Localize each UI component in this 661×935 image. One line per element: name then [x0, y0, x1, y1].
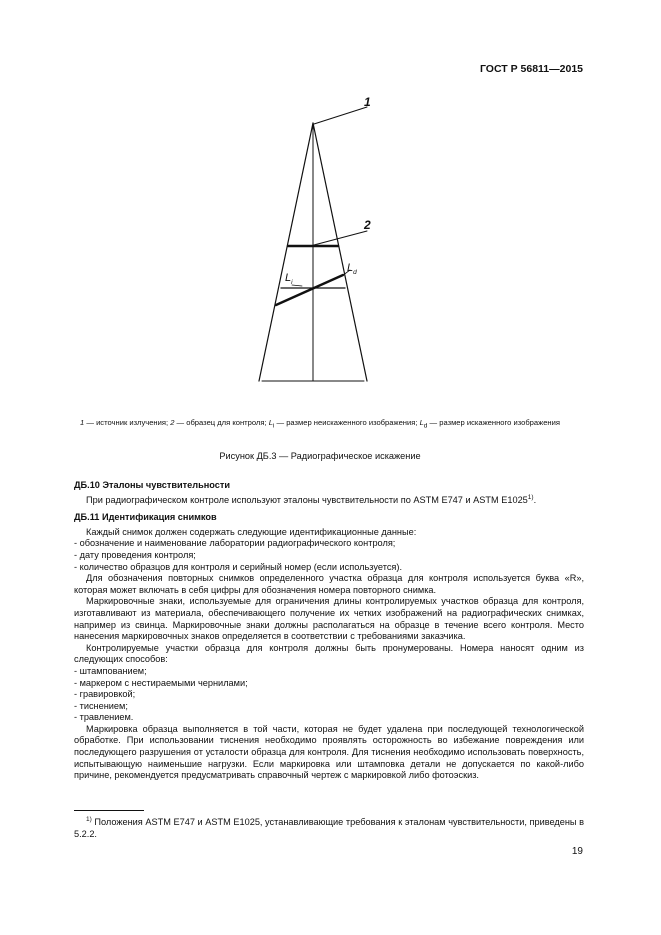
- figure-label-li-sub: i: [291, 279, 293, 287]
- paragraph-1: Каждый снимок должен содержать следующие идентификационные данные:: [86, 526, 417, 537]
- footnote-separator: [74, 810, 144, 811]
- db10-text: При радиографическом контроле используют эталоны чувствительности по ASTM E747 и ASTM E1025: [86, 494, 528, 505]
- leader-1: [314, 107, 367, 124]
- footnote: [74, 816, 584, 840]
- footnote-ref: 1): [527, 493, 534, 501]
- figure-label-li: [285, 272, 293, 287]
- paragraph-3: Маркировочные знаки, используемые для ограничения длины контролируемых участков образца для контроля, изготавливают из материала, обеспечивающего получение их четких изображений на радиографических снимках, например из свинца. Маркировочные знаки должны располагаться на образце в течение всего контроля. Место нанесения маркировочных знаков определяется в соответствии с требованиями заказчика.: [74, 596, 584, 642]
- figure-label-ld-letter: L: [347, 262, 354, 274]
- legend-li: L: [268, 418, 273, 427]
- figure-caption: Рисунок ДБ.3 — Радиографическое искажение: [219, 451, 421, 461]
- figure-label-ld: [347, 262, 357, 277]
- section-db11-title: ДБ.11 Идентификация снимков: [74, 512, 217, 523]
- cone-right-edge: [313, 123, 367, 381]
- db10-end: .: [533, 494, 537, 505]
- paragraph-5: Маркировка образца выполняется в той части, которая не будет удалена при последующей технологической обработке. При использовании тиснения необходимо проявлять осторожность во избежание повреждения или последующего разрушения от усталости образца для контроля. Для тиснения необходимо использовать поверхность, испытывающую наименьшие нагрузки. Если маркировка или штамповка детали не допускается по какой-либо причине, рекомендуется предусматривать справочный чертеж с маркировкой либо фотоэскиз.: [74, 723, 584, 781]
- leader-li: [292, 285, 302, 286]
- list-item: - штампованием;: [74, 665, 147, 676]
- paragraph-2: Для обозначения повторных снимков определенного участка образца для контроля используется буква «R», которая может включать в себя цифры для обозначения номера повторного снимка.: [74, 573, 584, 595]
- legend-ld-sub: d: [423, 422, 428, 430]
- list-item: - обозначение и наименование лаборатории радиографического контроля;: [74, 538, 396, 549]
- footnote-mark: 1): [86, 815, 92, 823]
- figure-legend: [60, 418, 580, 429]
- section-db10-text: [74, 495, 584, 507]
- figure-label-1: 1: [364, 95, 371, 109]
- list-item: - количество образцов для контроля и серийный номер (если используется).: [74, 561, 402, 572]
- legend-li-sub: i: [272, 422, 275, 430]
- cone-left-edge: [259, 123, 313, 381]
- legend-ld: L: [419, 418, 424, 427]
- legend-t2: — образец для контроля;: [174, 418, 269, 427]
- footnote-text: Положения ASTM E747 и ASTM E1025, устанавливающие требования к эталонам чувствительности, приведены в 5.2.2.: [74, 817, 584, 839]
- standard-designation: ГОСТ Р 56811—2015: [479, 63, 583, 75]
- figure-label-ld-sub: d: [353, 269, 357, 277]
- page-number: 19: [571, 846, 583, 857]
- list-item: - маркером с нестираемыми чернилами;: [74, 677, 248, 688]
- legend-n1: 1: [80, 418, 85, 427]
- list-item: - травлением.: [74, 712, 134, 723]
- leader-2: [314, 231, 367, 245]
- legend-t1: — источник излучения;: [84, 418, 171, 427]
- section-db10-title: ДБ.10 Эталоны чувствительности: [74, 480, 231, 490]
- paragraph-4: Контролируемые участки образца для контроля должны быть пронумерованы. Номера наносят одним из следующих способов:: [74, 642, 584, 665]
- body-text: [74, 480, 584, 782]
- legend-t4: — размер искаженного изображения: [427, 418, 560, 427]
- legend-n2: 2: [170, 418, 175, 427]
- figure-label-li-letter: L: [285, 272, 292, 284]
- distortion-diagram: [230, 90, 390, 390]
- list-item: - гравировкой;: [74, 689, 136, 700]
- list-item: - тиснением;: [74, 700, 128, 711]
- legend-t3: — размер неискаженного изображения;: [274, 418, 420, 427]
- figure-label-2: 2: [364, 218, 371, 232]
- list-item: - дату проведения контроля;: [74, 549, 196, 560]
